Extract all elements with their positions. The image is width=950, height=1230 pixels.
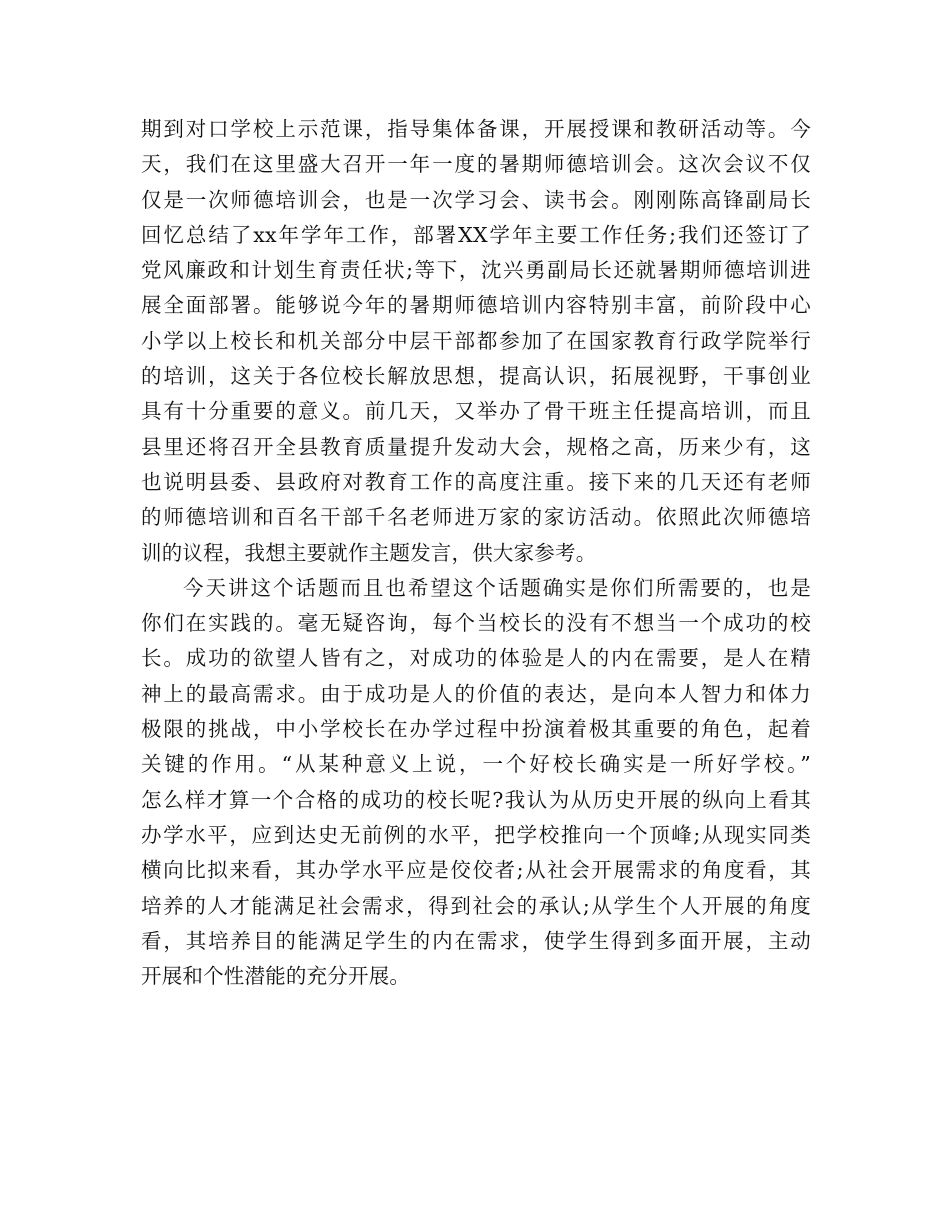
text-line: 训的议程，我想主要就作主题发言，供大家参考。 xyxy=(141,540,597,565)
text-line: 的师德培训和百名干部千名老师进万家的家访活动。依照此次师德培 xyxy=(141,505,811,530)
paragraph-2 xyxy=(141,571,811,995)
text-line: 具有十分重要的意义。前几天，又举办了骨干班主任提高培训，而且 xyxy=(141,399,811,424)
document-body xyxy=(141,112,811,994)
text-line: 极限的挑战，中小学校长在办学过程中扮演着极其重要的角色，起着 xyxy=(141,717,811,742)
text-line: 怎么样才算一个合格的成功的校长呢?我认为从历史开展的纵向上看其 xyxy=(141,787,811,812)
text-line: 你们在实践的。毫无疑咨询，每个当校长的没有不想当一个成功的校 xyxy=(141,611,811,636)
text-line: 今天讲这个话题而且也希望这个话题确实是你们所需要的，也是 xyxy=(183,575,811,600)
text-line: 横向比拟来看，其办学水平应是佼佼者;从社会开展需求的角度看，其 xyxy=(141,858,811,883)
text-line: 期到对口学校上示范课，指导集体备课，开展授课和教研活动等。今 xyxy=(141,117,811,141)
text-line: 办学水平，应到达史无前例的水平，把学校推向一个顶峰;从现实同类 xyxy=(141,822,811,847)
text-line: 党风廉政和计划生育责任状;等下，沈兴勇副局长还就暑期师德培训进 xyxy=(141,258,811,283)
text-line: 培养的人才能满足社会需求，得到社会的承认;从学生个人开展的角度 xyxy=(141,893,811,918)
text-line: 看，其培养目的能满足学生的内在需求，使学生得到多面开展，主动 xyxy=(141,928,811,953)
text-line: 神上的最高需求。由于成功是人的价值的表达，是向本人智力和体力 xyxy=(141,681,811,706)
text-line: 仅是一次师德培训会，也是一次学习会、读书会。刚刚陈高锋副局长 xyxy=(141,187,811,212)
text-line: 天，我们在这里盛大召开一年一度的暑期师德培训会。这次会议不仅 xyxy=(141,152,811,177)
text-line: 关键的作用。“从某种意义上说，一个好校长确实是一所好学校。” xyxy=(141,752,811,777)
text-line: 回忆总结了xx年学年工作，部署XX学年主要工作任务;我们还签订了 xyxy=(141,222,811,247)
text-line: 开展和个性潜能的充分开展。 xyxy=(141,964,411,989)
text-line: 也说明县委、县政府对教育工作的高度注重。接下来的几天还有老师 xyxy=(141,469,811,494)
text-line: 小学以上校长和机关部分中层干部都参加了在国家教育行政学院举行 xyxy=(141,328,811,353)
paragraph-1 xyxy=(141,112,811,571)
text-line: 的培训，这关于各位校长解放思想，提高认识，拓展视野，干事创业 xyxy=(141,364,811,389)
text-line: 长。成功的欲望人皆有之，对成功的体验是人的内在需要，是人在精 xyxy=(141,646,811,671)
text-line: 县里还将召开全县教育质量提升发动大会，规格之高，历来少有，这 xyxy=(141,434,811,459)
text-line: 展全面部署。能够说今年的暑期师德培训内容特别丰富，前阶段中心 xyxy=(141,293,811,318)
